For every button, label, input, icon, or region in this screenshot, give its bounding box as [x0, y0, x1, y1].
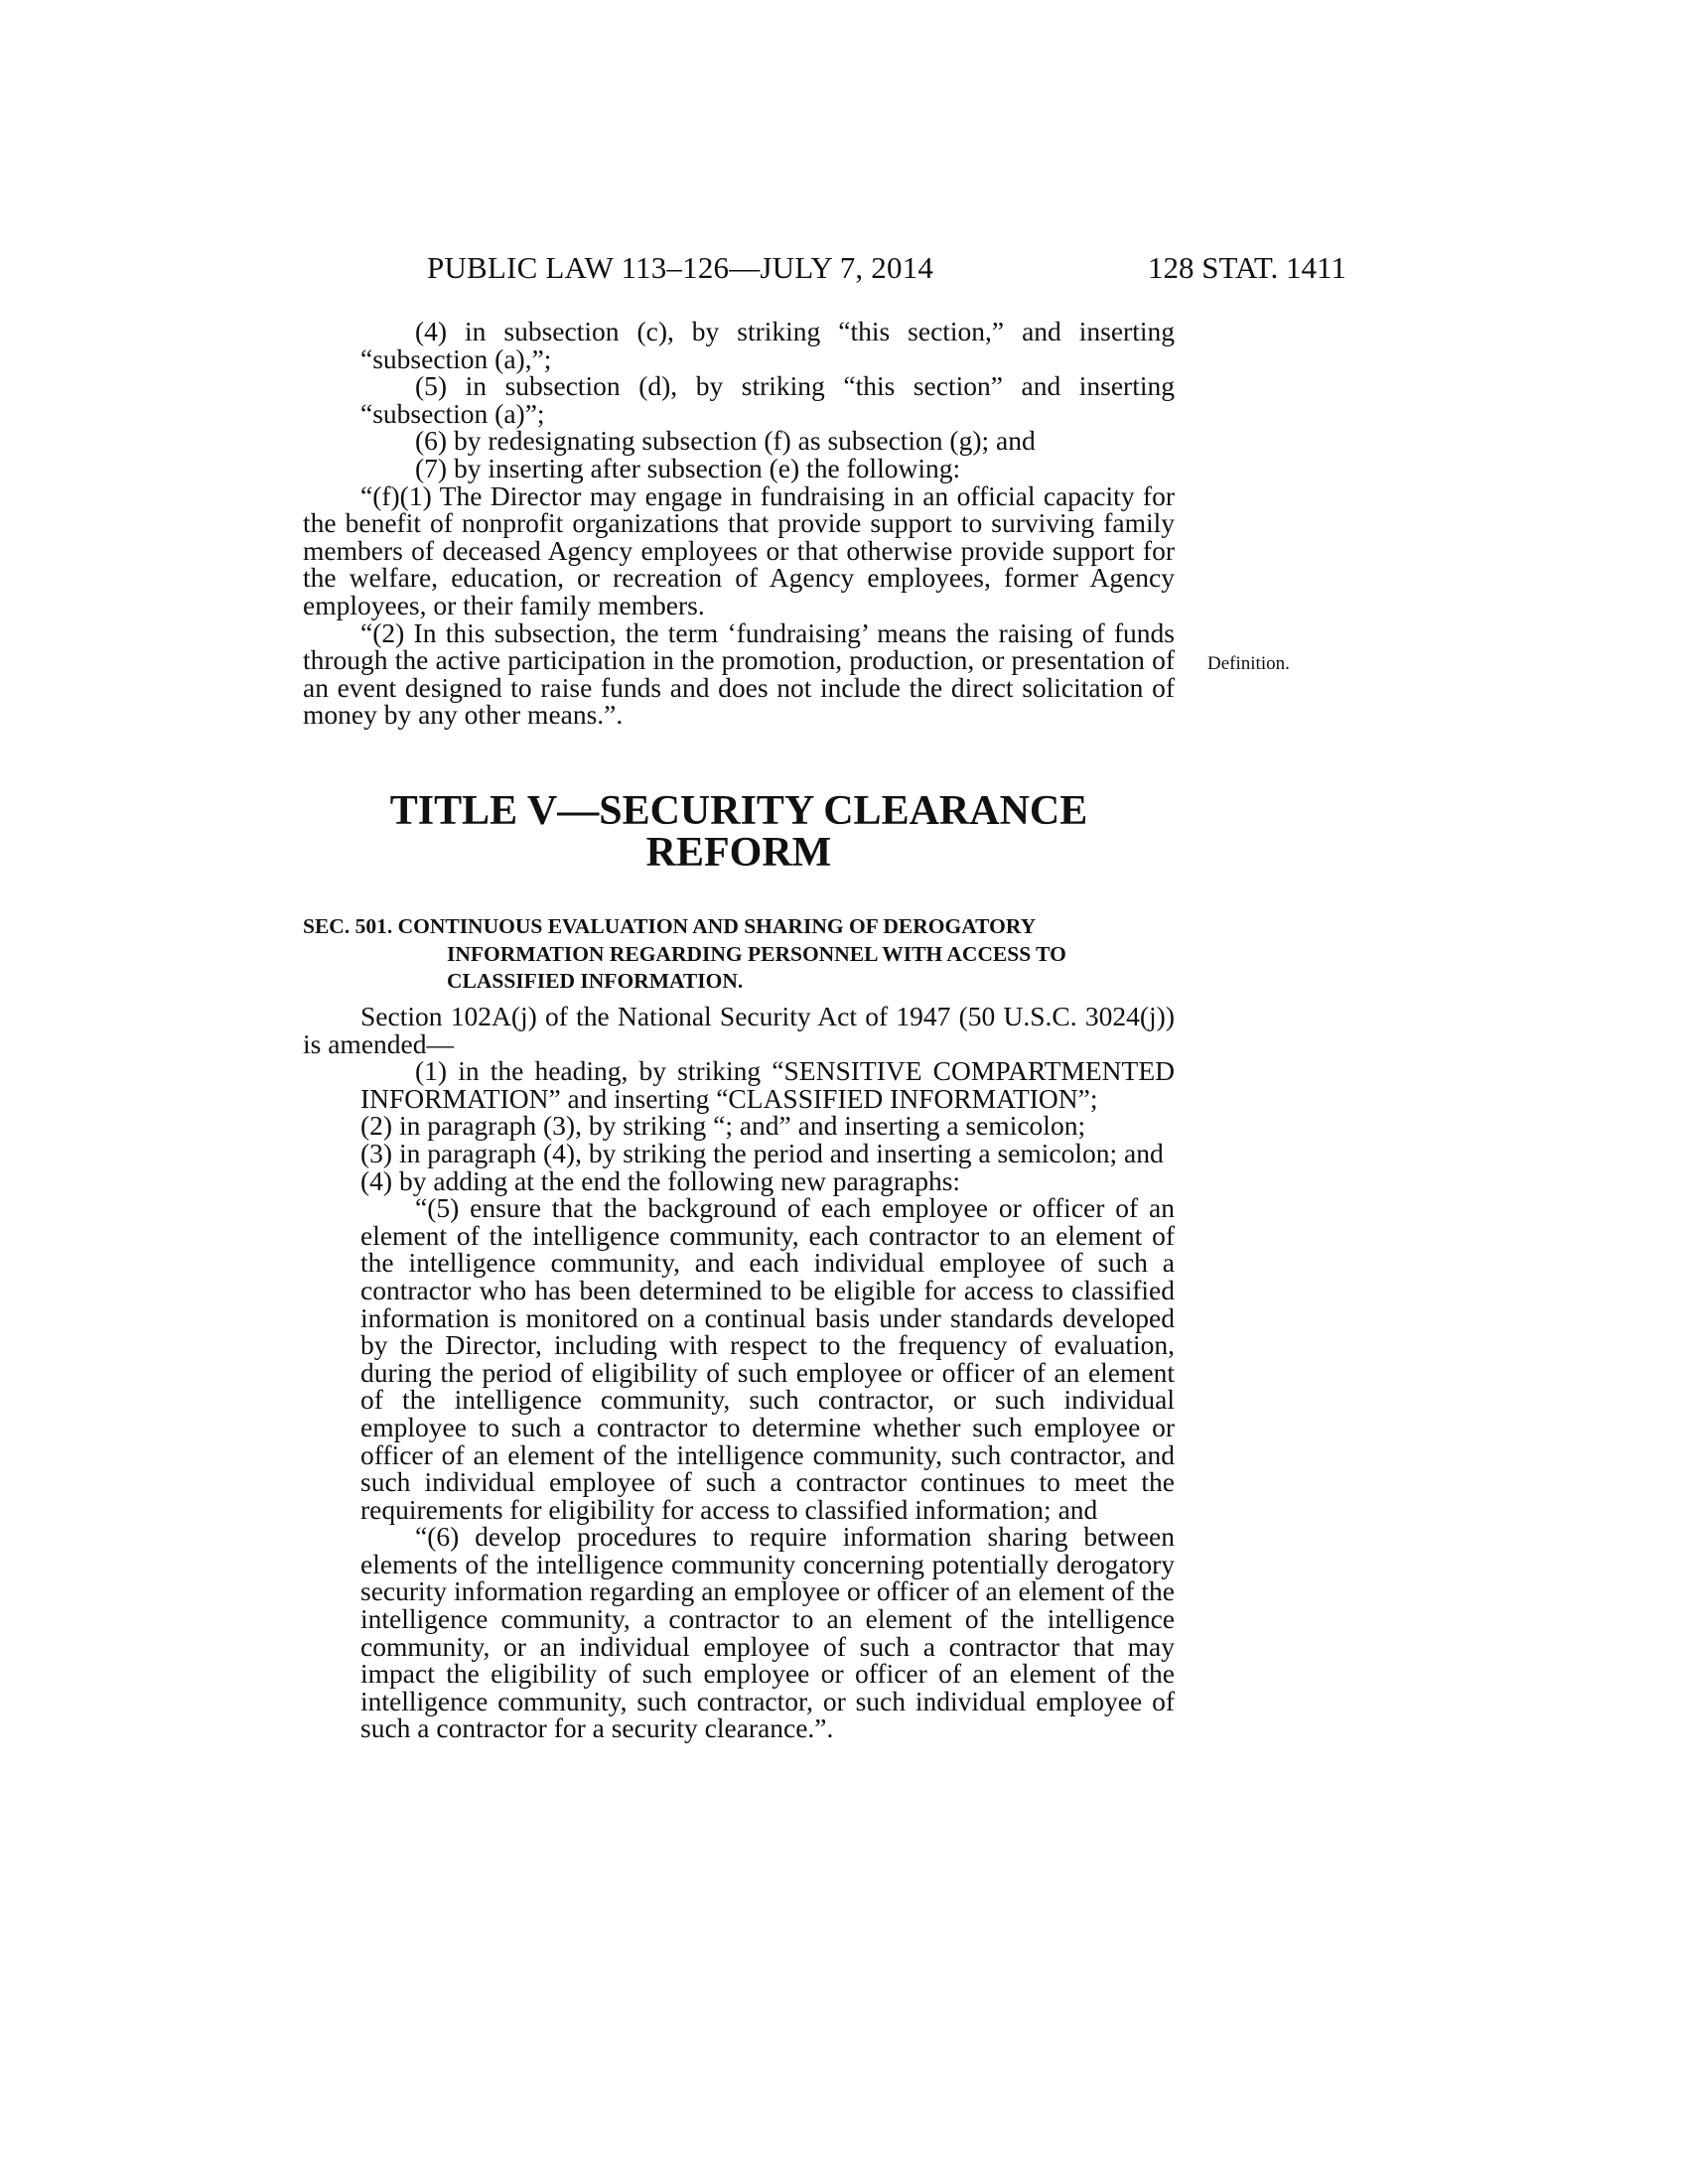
- amendment-text-top: [303, 318, 1175, 729]
- quoted-paragraph-f1: “(f)(1) The Director may engage in fundraising in an official capacity for the benefit of nonprofit organizations that provide support to surviving family members of deceased Agency employees or that otherwise provide support for the welfare, education, or recreation of Agency employees, former Agency employees, or their family members.: [303, 479, 1175, 620]
- section-item-num: (4): [360, 1164, 393, 1196]
- section-heading-line-2: INFORMATION REGARDING PERSONNEL WITH ACCESS TO: [447, 941, 1066, 966]
- page-header-title: PUBLIC LAW 113–126—JULY 7, 2014: [427, 250, 934, 285]
- amendment-item-num: (4): [415, 316, 448, 346]
- section-item: [303, 1137, 1175, 1168]
- new-paragraphs: [303, 1194, 1175, 1742]
- amendment-item-text: by inserting after subsection (e) the following:: [453, 452, 961, 483]
- amendment-item: [303, 427, 1175, 455]
- new-paragraph-6: “(6) develop procedures to require information sharing between elements of the intelligence community concerning potentially derogatory security information regarding an employee or officer of an element of the intelligence community, a contractor to an element of the intelligence community, or an individual employee of such a contractor that may impact the eligibility of such employee or officer of an element of the intelligence community, such contractor, or such individual employee of such a contractor for a security clearance.”.: [360, 1521, 1175, 1744]
- amendment-item: [303, 318, 1175, 372]
- amendment-item: [303, 452, 1175, 483]
- page-header-stat: 128 STAT. 1411: [1148, 250, 1346, 285]
- amendment-item: [303, 372, 1175, 427]
- section-heading-line-3: CLASSIFIED INFORMATION.: [447, 969, 744, 994]
- section-item-text: in paragraph (3), by striking “; and” and inserting a semicolon;: [398, 1110, 1086, 1142]
- section-item-text: in paragraph (4), by striking the period and inserting a semicolon; and: [398, 1137, 1164, 1168]
- section-item: [303, 1057, 1175, 1112]
- section-item: [303, 1112, 1175, 1140]
- new-paragraph-5: “(5) ensure that the background of each employee or officer of an element of the intelligence community, each contractor to an element of the intelligence community, and each individual employee of such a contractor who has been determined to be eligible for access to classified information is monitored on a continual basis under standards developed by the Director, including with respect to the frequency of evaluation, during the period of eligibility of such employee or officer of an element of the intelligence community, such contractor, or such individual employee to such a contractor to determine whether such employee or officer of an element of the intelligence community, such contractor, and such individual employee of such a contractor continues to meet the requirements for eligibility for access to classified information; and: [360, 1192, 1175, 1525]
- section-item-num: (3): [360, 1137, 393, 1168]
- section-item-num: (1): [415, 1055, 448, 1087]
- amendment-item-num: (6): [415, 425, 448, 457]
- section-intro: Section 102A(j) of the National Security Act of 1947 (50 U.S.C. 3024(j)) is amended—: [303, 1001, 1175, 1059]
- section-item-num: (2): [360, 1110, 393, 1142]
- section-number: SEC. 501.: [303, 914, 393, 938]
- section-heading-line-1: CONTINUOUS EVALUATION AND SHARING OF DEROGATORY: [397, 914, 1037, 938]
- title-line-1: TITLE V—SECURITY CLEARANCE: [389, 788, 1088, 834]
- section-item-text: in the heading, by striking “SENSITIVE COMPARTMENTED INFORMATION” and inserting “CLASSIFIED INFORMATION”;: [360, 1055, 1176, 1114]
- title-line-2: REFORM: [645, 830, 832, 876]
- section-item-text: by adding at the end the following new paragraphs:: [398, 1164, 961, 1196]
- margin-note: Definition.: [1207, 653, 1290, 674]
- section-body: [303, 1003, 1175, 1742]
- amendment-item-text: in subsection (c), by striking “this section,” and inserting “subsection (a),”;: [360, 316, 1175, 374]
- amendment-item-text: by redesignating subsection (f) as subsection (g); and: [453, 425, 1036, 457]
- section-heading: [303, 913, 1175, 996]
- amendment-item-num: (5): [415, 370, 448, 402]
- title-heading: [303, 790, 1175, 874]
- amendment-item-text: in subsection (d), by striking “this section” and inserting “subsection (a)”;: [360, 370, 1175, 429]
- section-item: [303, 1164, 1175, 1196]
- amendment-item-num: (7): [415, 452, 448, 483]
- quoted-paragraph-f2: “(2) In this subsection, the term ‘fundraising’ means the raising of funds through the active participation in the promotion, production, or presentation of an event designed to raise funds and does not include the direct solicitation of money by any other means.”.: [303, 616, 1175, 731]
